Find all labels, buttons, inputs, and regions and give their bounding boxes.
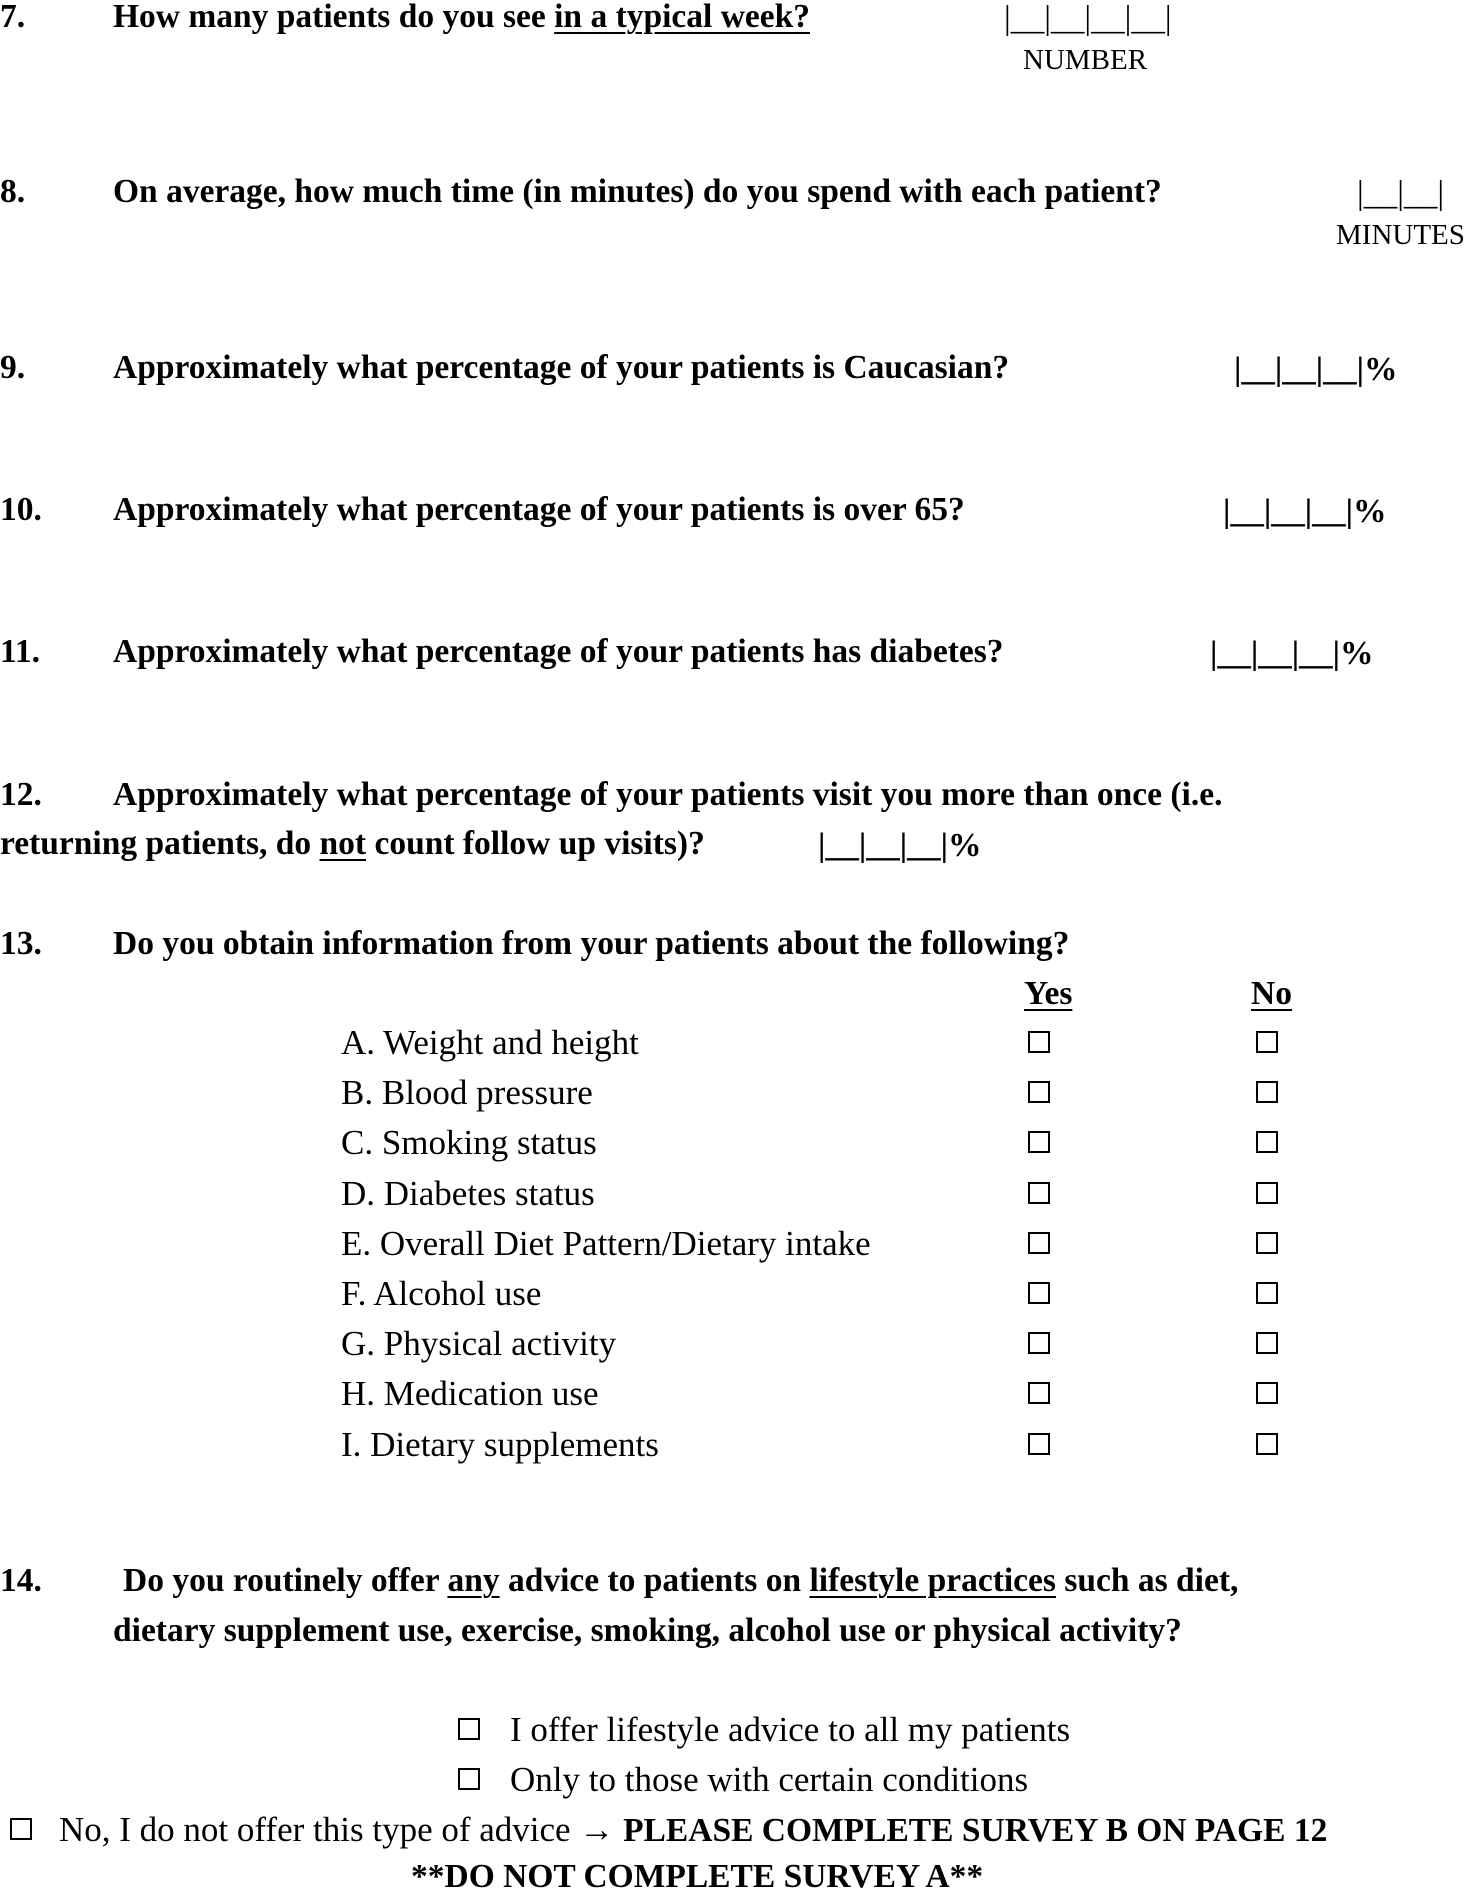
q13-no-checkbox[interactable] <box>1256 1081 1278 1103</box>
q12-answer-field[interactable]: |__|__|__|% <box>818 827 982 864</box>
q13-yes-checkbox[interactable] <box>1028 1433 1050 1455</box>
q11-question: Approximately what percentage of your patients has diabetes? <box>113 633 1004 670</box>
q9-answer-field[interactable]: |__|__|__|% <box>1234 351 1398 388</box>
q13-yes-checkbox[interactable] <box>1028 1332 1050 1354</box>
q13-yes-checkbox[interactable] <box>1028 1282 1050 1304</box>
q8-answer-unit: MINUTES <box>1336 219 1465 251</box>
q13-item-label: I. Dietary supplements <box>341 1425 659 1464</box>
q14-line1-text-c: such as diet, <box>1055 1562 1239 1599</box>
q14-question-line1 <box>123 1564 1238 1598</box>
q13-item-label: E. Overall Diet Pattern/Dietary intake <box>341 1224 871 1263</box>
q14-option2-label: Only to those with certain conditions <box>510 1760 1029 1799</box>
q13-col-yes: Yes <box>1024 975 1073 1012</box>
q14-footer-note: **DO NOT COMPLETE SURVEY A** <box>411 1858 984 1895</box>
q14-number: 14. <box>0 1562 42 1599</box>
q11-number: 11. <box>0 633 41 670</box>
q13-question: Do you obtain information from your patients about the following? <box>113 925 1070 962</box>
q12-question-line2 <box>0 827 705 861</box>
q7-text-underlined: in a typical week? <box>554 0 811 35</box>
q13-no-checkbox[interactable] <box>1256 1332 1278 1354</box>
q13-yes-checkbox[interactable] <box>1028 1131 1050 1153</box>
q9-question: Approximately what percentage of your patients is Caucasian? <box>113 349 1010 386</box>
q13-number: 13. <box>0 925 42 962</box>
q7-answer-unit: NUMBER <box>1023 44 1148 76</box>
q14-option3-line <box>59 1812 1327 1848</box>
q12-question-line1: Approximately what percentage of your patients visit you more than once (i.e. <box>113 776 1223 813</box>
q14-option3-checkbox[interactable] <box>10 1818 32 1840</box>
q7-answer-field[interactable]: |__|__|__|__| <box>1004 0 1172 37</box>
q14-option1-label: I offer lifestyle advice to all my patients <box>510 1710 1071 1749</box>
q13-item-label: B. Blood pressure <box>341 1073 593 1112</box>
q13-item-label: A. Weight and height <box>341 1023 639 1062</box>
q13-yes-checkbox[interactable] <box>1028 1182 1050 1204</box>
q13-item-label: H. Medication use <box>341 1374 599 1413</box>
q12-line2-text-end: count follow up visits)? <box>366 825 705 862</box>
q13-item-label: G. Physical activity <box>341 1324 617 1363</box>
q14-option3-instruction: PLEASE COMPLETE SURVEY B ON PAGE 12 <box>623 1812 1328 1849</box>
q14-option1-checkbox[interactable] <box>458 1718 480 1740</box>
q13-col-no: No <box>1251 975 1292 1012</box>
q13-no-checkbox[interactable] <box>1256 1282 1278 1304</box>
q10-answer-field[interactable]: |__|__|__|% <box>1223 493 1387 530</box>
q13-yes-checkbox[interactable] <box>1028 1031 1050 1053</box>
q13-item-label: C. Smoking status <box>341 1123 597 1162</box>
q8-answer-field[interactable]: |__|__| <box>1357 175 1445 212</box>
q13-yes-checkbox[interactable] <box>1028 1382 1050 1404</box>
q7-question <box>113 0 810 34</box>
arrow-right-icon: → <box>579 1810 615 1849</box>
q13-no-checkbox[interactable] <box>1256 1433 1278 1455</box>
q13-yes-checkbox[interactable] <box>1028 1232 1050 1254</box>
q14-line1-text-a: Do you routinely offer <box>123 1562 448 1599</box>
q13-no-checkbox[interactable] <box>1256 1131 1278 1153</box>
q14-line1-underlined-lifestyle: lifestyle practices <box>809 1562 1056 1599</box>
q8-question: On average, how much time (in minutes) do you spend with each patient? <box>113 173 1162 210</box>
q11-answer-field[interactable]: |__|__|__|% <box>1210 635 1374 672</box>
q13-no-checkbox[interactable] <box>1256 1232 1278 1254</box>
q13-item-label: D. Diabetes status <box>341 1174 595 1213</box>
q14-line1-underlined-any: any <box>447 1562 500 1599</box>
q14-option2-checkbox[interactable] <box>458 1768 480 1790</box>
q12-line2-text: returning patients, do <box>0 825 320 862</box>
q8-number: 8. <box>0 173 26 210</box>
q10-question: Approximately what percentage of your patients is over 65? <box>113 491 965 528</box>
q7-number: 7. <box>0 0 26 35</box>
q14-line1-text-b: advice to patients on <box>499 1562 810 1599</box>
q13-yes-checkbox[interactable] <box>1028 1081 1050 1103</box>
q10-number: 10. <box>0 491 42 528</box>
q14-question-line2: dietary supplement use, exercise, smoking, alcohol use or physical activity? <box>113 1612 1182 1649</box>
q13-item-label: F. Alcohol use <box>341 1274 542 1313</box>
q12-line2-underlined: not <box>319 825 367 862</box>
q13-no-checkbox[interactable] <box>1256 1382 1278 1404</box>
q12-number: 12. <box>0 776 42 813</box>
q7-text: How many patients do you see <box>113 0 555 35</box>
q13-no-checkbox[interactable] <box>1256 1031 1278 1053</box>
q9-number: 9. <box>0 349 26 386</box>
q14-option3-label: No, I do not offer this type of advice <box>59 1810 571 1849</box>
q13-no-checkbox[interactable] <box>1256 1182 1278 1204</box>
